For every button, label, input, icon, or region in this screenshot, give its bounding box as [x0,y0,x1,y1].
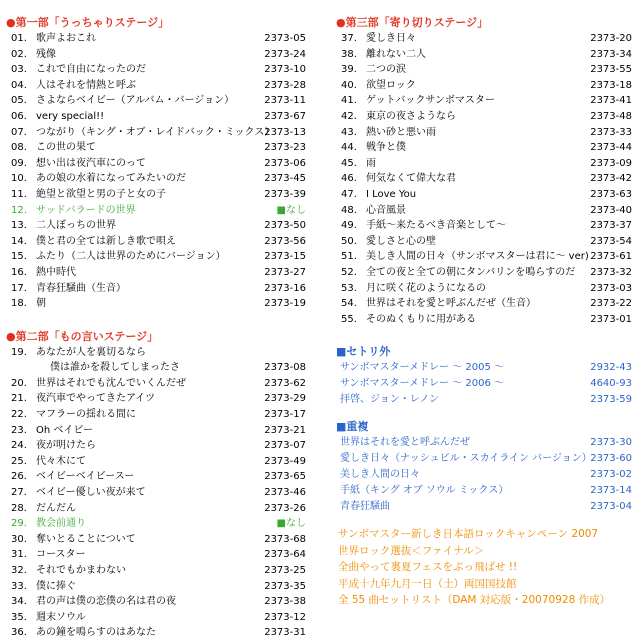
song-title: 月に咲く花のようになるの [366,282,486,294]
song-row [336,62,632,78]
song-number: 43. [341,126,357,138]
song-title: あなたが人を裏切るなら [36,346,146,358]
song-code: 2373-32 [590,266,632,278]
list-item-code: 2373-30 [590,437,632,449]
song-row [336,187,632,203]
song-code: 2373-07 [264,440,306,452]
song-title: さよならベイビー（アルバム・バージョン） [36,95,235,107]
song-row [336,218,632,234]
song-number: 46. [341,173,357,185]
song-row [6,47,306,63]
song-title: Oh ベイビー [36,424,93,436]
list-item-title: 愛しき日々（ナッシュビル・スカイライン バージョン） [340,453,592,465]
song-title: 青春狂騒曲（生音） [36,282,126,294]
song-title: very special!! [36,110,105,122]
duplicates-list [336,435,632,515]
song-number: 04. [11,79,27,91]
song-number: 53. [341,282,357,294]
event-info-line: サンボマスター新しき日本語ロックキャンペーン 2007 [338,528,599,540]
song-code: 2373-44 [590,142,632,154]
song-title: つながり（キング・オブ・レイドバック・ミックス） [36,126,275,138]
song-row [6,265,306,281]
song-row [6,594,306,610]
song-code: 2373-37 [590,220,632,232]
song-number: 48. [341,204,357,216]
song-number: 08. [11,142,27,154]
song-row [6,501,306,517]
song-number: 30. [11,533,27,545]
song-row [336,249,632,265]
song-code: 2373-03 [590,282,632,294]
song-row [6,187,306,203]
song-number: 24. [11,440,27,452]
song-title: ベイビーベイビースー [36,471,135,483]
song-code: 2373-12 [264,611,306,623]
list-item-title: 青春狂騒曲 [340,501,390,513]
part3-heading: ●第三部「寄り切りステージ」 [336,16,489,29]
song-number: 10. [11,173,27,185]
song-number: 16. [11,266,27,278]
song-title: 夜が明けたら [36,440,96,452]
song-code: 2373-27 [264,266,306,278]
event-info-line: 全 55 曲セットリスト（DAM 対応版・20070928 作成） [338,594,611,606]
song-number: 39. [341,64,357,76]
song-row [6,532,306,548]
song-row [336,296,632,312]
song-row [6,360,306,376]
song-number: 11. [11,188,27,200]
song-row [6,485,306,501]
song-title: それでもかまわない [36,565,126,576]
list-item [336,451,632,467]
song-number: 09. [11,157,27,169]
song-row [336,93,632,109]
song-code: 2373-63 [590,188,632,200]
song-title: この世の果て [36,142,96,154]
song-code: 2373-15 [264,251,306,263]
song-title: 全ての夜と全ての朝にタンバリンを鳴らすのだ [366,266,576,278]
song-row [6,376,306,392]
song-title: 世界はそれでも沈んでいくんだぜ [36,377,186,389]
song-number: 28. [11,502,27,514]
song-code: 2373-46 [264,487,306,499]
song-row [6,469,306,485]
song-row [336,281,632,297]
song-row [336,203,632,219]
song-title: そのぬくもりに用がある [366,313,476,325]
song-title: 僕に捧ぐ [36,580,76,592]
song-code: 2373-50 [264,220,306,232]
song-code: 2373-42 [590,173,632,185]
song-title: あの鐘を鳴らすのはあなた [36,627,156,639]
song-title: 奪いとることについて [36,533,136,545]
song-code: 2373-25 [264,565,306,576]
song-number: 36. [11,627,27,639]
song-title: I Love You [366,188,417,200]
song-code: 2373-06 [264,157,306,169]
song-row [6,547,306,563]
song-title: 戦争と僕 [366,142,406,154]
song-row [6,234,306,250]
song-number: 03. [11,64,27,76]
song-code: 2373-35 [264,580,306,592]
right-column [336,14,632,515]
song-row [6,78,306,94]
song-number: 33. [11,580,27,592]
song-number: 51. [341,251,357,263]
song-number: 29. [11,518,27,530]
song-title: 心音風景 [366,204,406,216]
song-number: 44. [341,142,357,154]
song-code: 2373-34 [590,48,632,60]
song-title: マフラーの揺れる間に [36,409,136,421]
song-code: 2373-68 [264,533,306,545]
song-row [336,234,632,250]
song-code: 2373-18 [590,79,632,91]
song-title: 絶望と欲望と男の子と女の子 [36,188,166,200]
song-row [6,281,306,297]
song-code: 2373-11 [264,95,306,107]
song-number: 22. [11,409,27,421]
song-row [6,203,306,219]
song-code: 2373-13 [264,126,306,138]
song-code: 2373-61 [590,251,632,263]
song-number: 50. [341,235,357,247]
part1-heading: ●第一部「うっちゃりステージ」 [6,16,170,29]
song-number: 47. [341,188,357,200]
song-title: ゲットバックサンボマスター [366,95,495,107]
list-item-title: 手紙（キング オブ ソウル ミックス） [340,485,509,497]
song-number: 52. [341,266,357,278]
song-number: 49. [341,220,357,232]
song-code: 2373-33 [590,126,632,138]
song-number: 31. [11,549,27,561]
song-code: 2373-28 [264,79,306,91]
song-code: 2373-49 [264,455,306,467]
song-title: 君の声は僕の恋僕の名は君の夜 [36,596,176,608]
list-item [336,499,632,515]
song-code: 2373-09 [590,157,632,169]
song-code: 2373-17 [264,409,306,421]
song-code: 2373-41 [590,95,632,107]
song-code: 2373-45 [264,173,306,185]
list-item-code: 2373-02 [590,469,632,481]
song-title: 僕は誰かを殺してしまったさ [50,362,180,374]
song-row [6,345,306,361]
list-item-code: 2373-04 [590,501,632,513]
song-code: 2373-16 [264,282,306,294]
song-title: サッドバラードの世界 [36,204,136,216]
song-title: あの娘の水着になってみたいのだ [36,173,186,185]
song-title: ベイビー優しい夜が来て [36,487,146,499]
song-number: 13. [11,220,27,232]
song-title: 世界はそれを愛と呼ぶんだぜ（生音） [366,298,536,310]
song-title: 雨 [366,157,376,169]
song-code: 2373-01 [590,313,632,325]
song-code: 2373-67 [264,110,306,122]
song-code: 2373-55 [590,64,632,76]
list-item-title: サンボマスターメドレー ～ 2006 ～ [340,378,504,390]
part3-song-list [336,31,632,327]
list-item-code: 2373-60 [590,453,632,465]
song-title: ふたり（二人は世界のためにバージョン） [36,251,226,263]
song-title: 熱い砂と悪い雨 [366,126,436,138]
song-row [336,125,632,141]
song-row [336,171,632,187]
list-item-code: 2373-59 [590,394,632,406]
song-row [6,454,306,470]
song-code: 2373-40 [590,204,632,216]
song-title: 週末ソウル [36,611,86,623]
song-code: 2373-24 [264,48,306,60]
song-row [6,391,306,407]
list-item [336,467,632,483]
song-row [6,62,306,78]
song-row [6,156,306,172]
song-number: 23. [11,424,27,436]
list-item [336,392,632,408]
event-info-line: 平成十九年九月一日（土）両国国技館 [338,577,517,590]
song-title: だんだん [36,502,76,514]
song-number: 37. [341,33,357,44]
song-number: 34. [11,596,27,608]
song-row [6,140,306,156]
song-row [6,31,306,47]
list-item-title: 世界はそれを愛と呼ぶんだぜ [340,437,470,449]
song-code: 2373-26 [264,502,306,514]
song-row [6,579,306,595]
song-row [6,218,306,234]
song-row [336,140,632,156]
song-number: 54. [341,298,357,310]
song-row [336,156,632,172]
part2-song-list [6,345,306,641]
song-number: 42. [341,110,357,122]
part1-song-list [6,31,306,312]
song-code: 2373-38 [264,596,306,608]
song-code: 2373-05 [264,33,306,44]
song-title: これで自由になったのだ [36,64,146,76]
song-number: 05. [11,95,27,107]
song-number: 40. [341,79,357,91]
song-number: 12. [11,204,27,216]
song-row [6,249,306,265]
song-title: 歌声よおこれ [36,33,96,44]
song-title: 僕と君の全ては新しき歌で唄え [36,235,176,247]
song-title: 東京の夜さようなら [366,110,456,122]
part2-heading: ●第二部「もの言いステージ」 [6,329,159,343]
list-item-title: サンボマスターメドレー ～ 2005 ～ [340,362,504,374]
song-title: 想い出は夜汽車にのって [36,157,146,169]
song-number: 26. [11,471,27,483]
song-title: 欲望ロック [366,79,416,91]
event-info-line: 世界ロック選抜＜ファイナル＞ [338,544,485,557]
song-code: 2373-39 [264,188,306,200]
song-title: 二人ぼっちの世界 [36,220,116,232]
song-title: 手紙～来たるべき音楽として～ [366,220,506,232]
song-row [6,610,306,626]
list-item [336,483,632,499]
song-code: 2373-19 [264,298,306,310]
song-code: 2373-22 [590,298,632,310]
song-title: 熱中時代 [36,266,76,278]
song-code: 2373-29 [264,393,306,405]
list-item [336,435,632,451]
song-row [336,265,632,281]
song-code: 2373-20 [590,33,632,44]
song-number: 41. [341,95,357,107]
song-title: 美しき人間の日々（サンボマスターは君に～ ver) [366,251,589,263]
song-row [6,423,306,439]
song-title: 二つの涙 [366,64,406,76]
song-code: 2373-21 [264,424,306,436]
song-number: 27. [11,487,27,499]
song-title: コースター [36,549,86,561]
song-row [336,78,632,94]
song-row [6,625,306,641]
song-number: 45. [341,157,357,169]
song-number: 06. [11,110,27,122]
song-number: 38. [341,48,357,60]
song-title: 何気なくて偉大な君 [366,173,456,185]
song-title: 残像 [36,48,56,60]
event-info-line: 全曲やって裏夏フェスをぶっ飛ばせ !! [338,561,518,573]
song-title: 教会前通り [36,518,86,530]
song-code: 2373-56 [264,235,306,247]
song-number: 35. [11,611,27,623]
song-row [6,125,306,141]
duplicates-heading: ■重複 [336,420,369,434]
song-title: 愛しき日々 [366,33,416,44]
list-item-code: 4640-93 [590,378,632,390]
song-number: 32. [11,565,27,576]
song-code: 2373-23 [264,142,306,154]
setlist-extra-heading: ■セトリ外 [336,345,391,359]
song-row [6,563,306,579]
song-code: 2373-48 [590,110,632,122]
song-code: 2373-54 [590,235,632,247]
song-number: 15. [11,251,27,263]
song-code: 2373-08 [264,362,306,374]
song-row [336,312,632,328]
list-item-title: 拝啓、ジョン・レノン [340,394,439,406]
list-item [336,360,632,376]
setlist-extra-list [336,360,632,408]
song-number: 55. [341,313,357,325]
left-column [6,14,306,641]
list-item-title: 美しき人間の日々 [340,469,420,481]
song-code: ■なし [276,518,306,530]
song-number: 01. [11,33,27,44]
song-number: 21. [11,393,27,405]
song-row [6,407,306,423]
list-item-code: 2373-14 [590,485,632,497]
song-row [6,296,306,312]
song-row [336,31,632,47]
song-number: 25. [11,455,27,467]
song-number: 19. [11,346,27,358]
song-number: 02. [11,48,27,60]
event-info [338,526,634,609]
song-title: 夜汽車でやってきたアイツ [36,393,156,405]
list-item [336,376,632,392]
list-item-code: 2932-43 [590,362,632,374]
song-code: 2373-10 [264,64,306,76]
song-number: 18. [11,298,27,310]
song-title: 離れない二人 [366,48,426,60]
song-code: 2373-64 [264,549,306,561]
song-title: 人はそれを情熱と呼ぶ [36,79,136,91]
song-number: 14. [11,235,27,247]
song-row [6,438,306,454]
song-row [6,93,306,109]
song-row [6,109,306,125]
song-number: 07. [11,126,27,138]
song-number: 17. [11,282,27,294]
song-row [336,47,632,63]
song-code: 2373-31 [264,627,306,639]
song-code: 2373-62 [264,377,306,389]
song-row [336,109,632,125]
song-code: 2373-65 [264,471,306,483]
song-title: 朝 [36,298,46,310]
song-number: 20. [11,377,27,389]
song-title: 愛しさと心の壁 [366,235,436,247]
song-row [6,171,306,187]
song-code: ■なし [276,204,306,216]
song-row [6,516,306,532]
song-title: 代々木にて [36,455,86,467]
